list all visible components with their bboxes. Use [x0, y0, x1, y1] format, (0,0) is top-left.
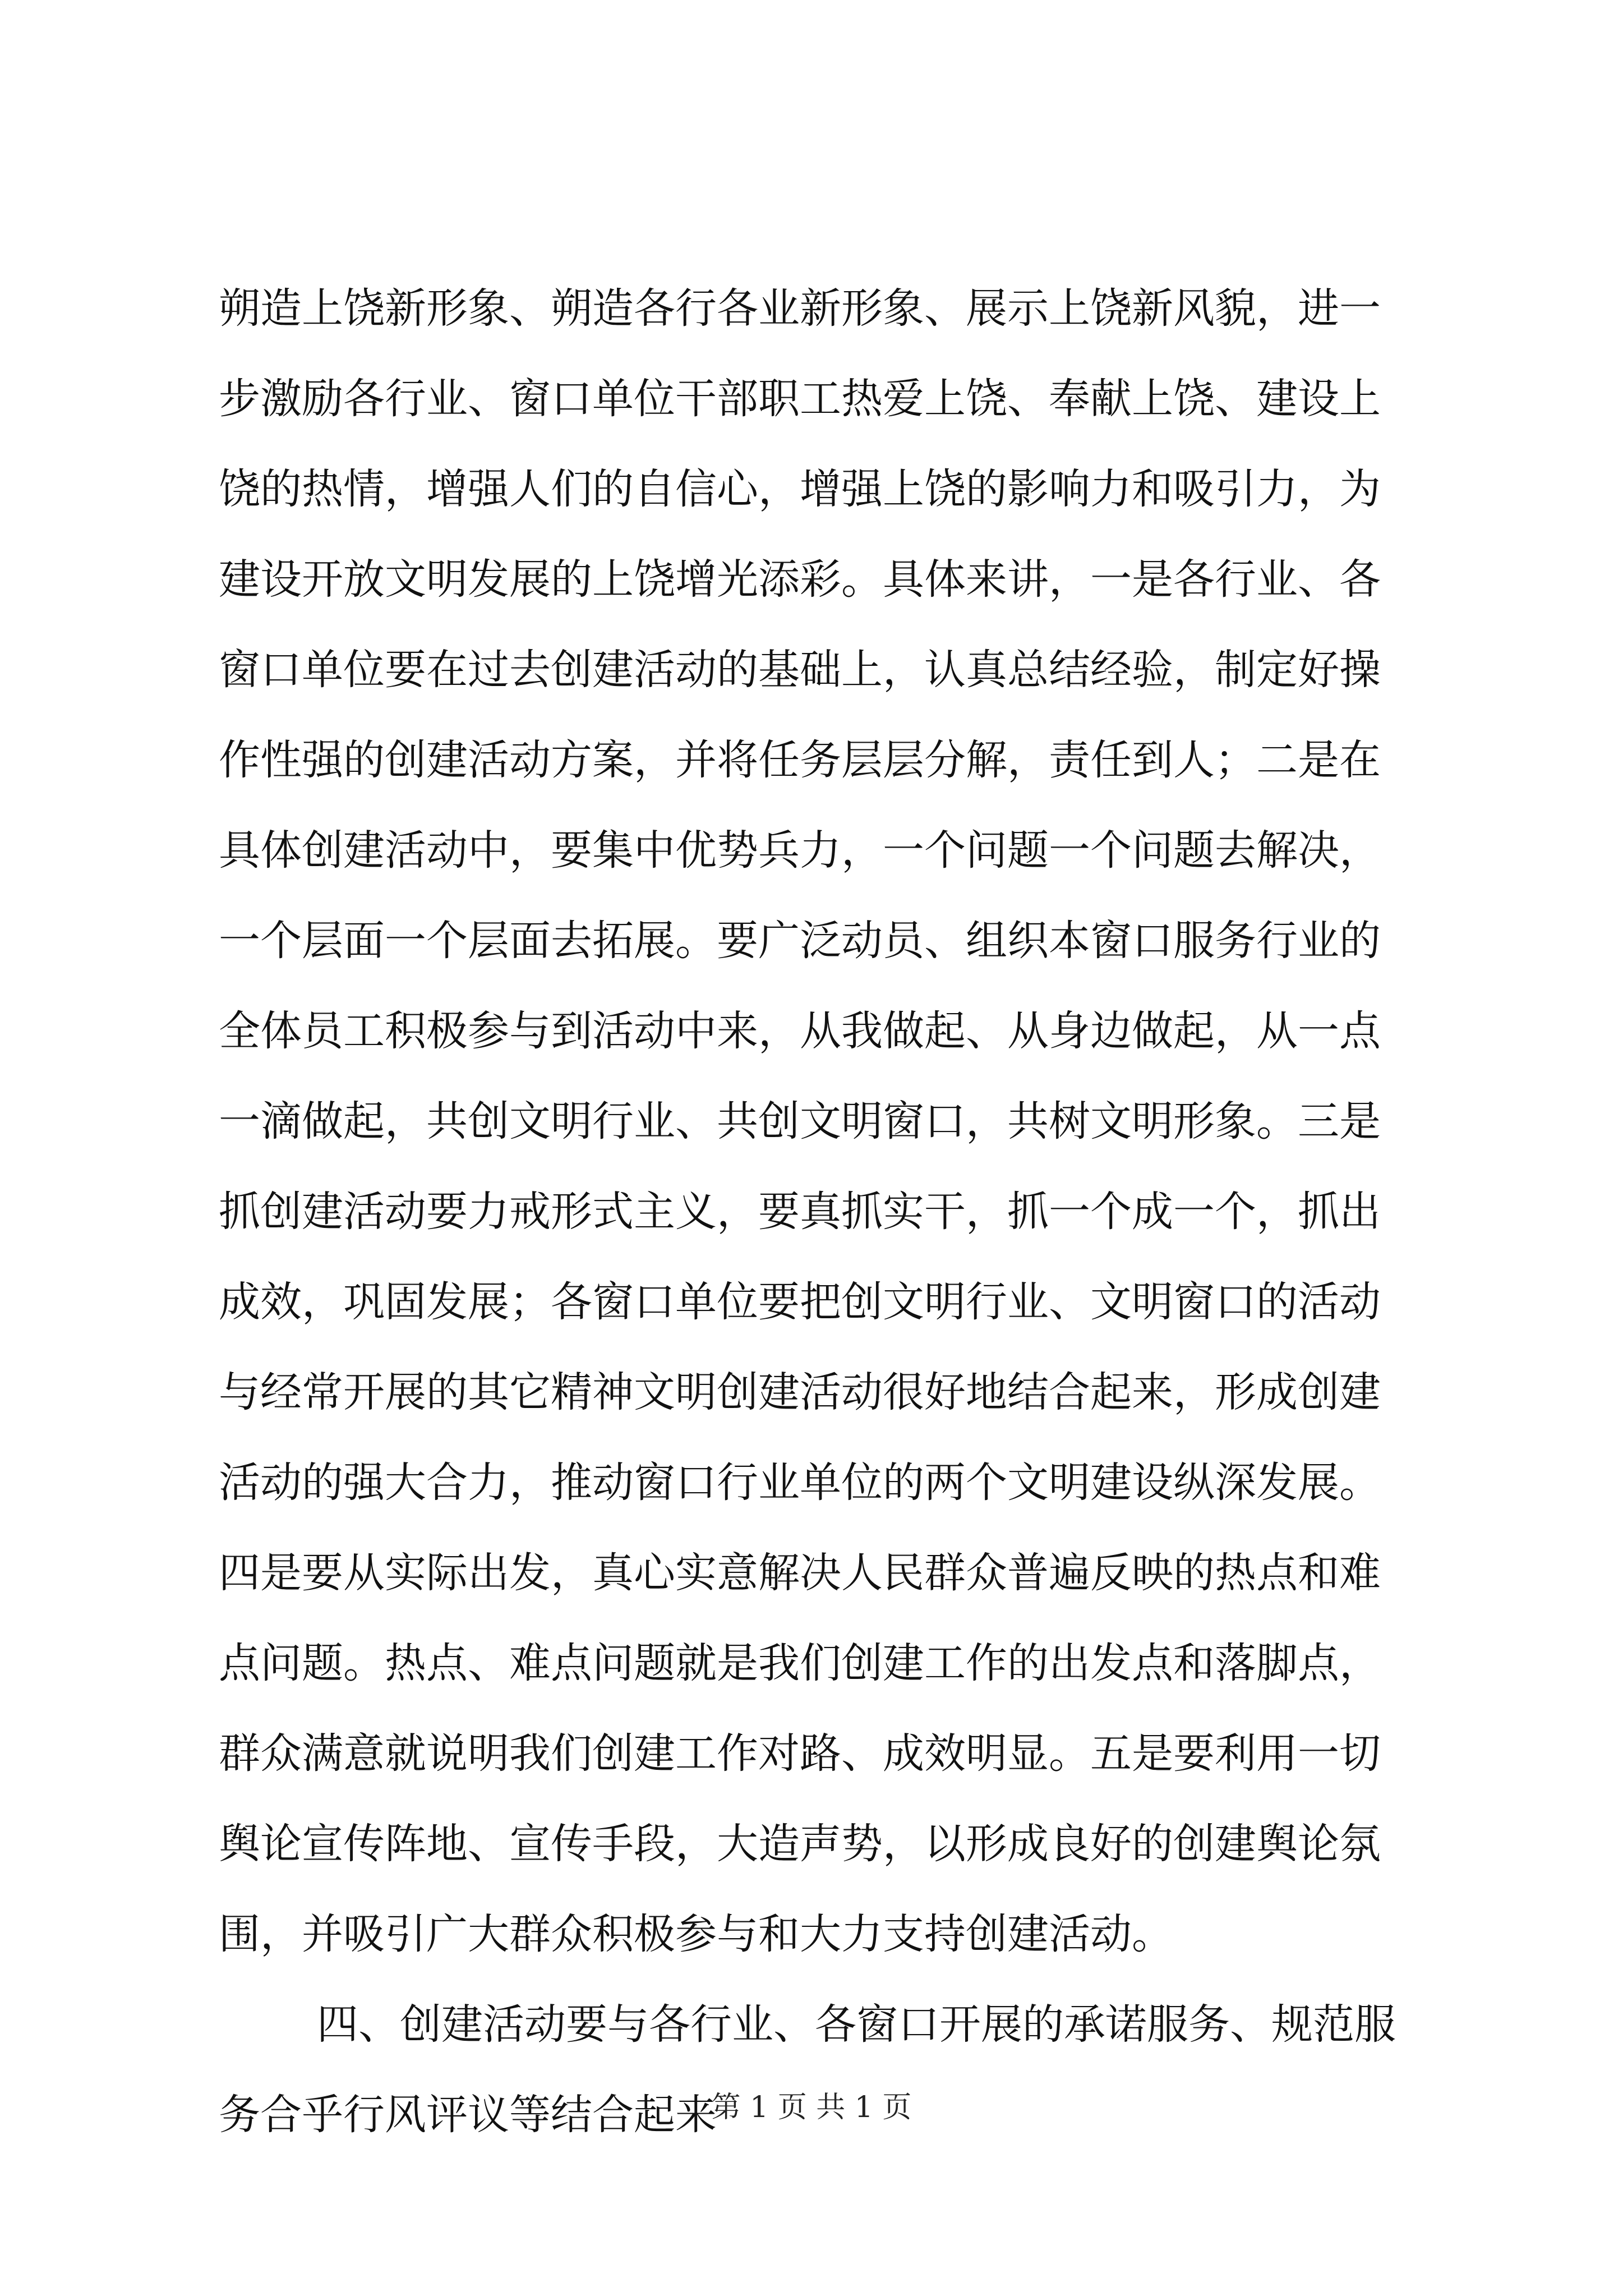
document-body [219, 264, 1424, 2160]
paragraph-line: 步激励各行业、窗口单位干部职工热爱上饶、奉献上饶、建设上 [219, 375, 1381, 423]
page-footer: 第 1 页 共 1 页 [711, 2091, 912, 2124]
section-heading-line: 四、创建活动要与各行业、各窗口开展的承诺服务、规范服 [317, 2000, 1396, 2049]
paragraph-line: 围，并吸引广大群众积极参与和大力支持创建活动。 [219, 1910, 1173, 1958]
paragraph-line: 全体员工积极参与到活动中来，从我做起、从身边做起，从一点 [219, 1007, 1381, 1055]
paragraph-line: 一个层面一个层面去拓展。要广泛动员、组织本窗口服务行业的 [219, 917, 1381, 965]
paragraph-line: 一滴做起，共创文明行业、共创文明窗口，共树文明形象。三是 [219, 1097, 1381, 1145]
paragraph-line: 成效，巩固发展；各窗口单位要把创文明行业、文明窗口的活动 [219, 1278, 1381, 1326]
paragraph-line: 群众满意就说明我们创建工作对路、成效明显。五是要利用一切 [219, 1729, 1381, 1778]
paragraph-line: 朔造上饶新形象、朔造各行各业新形象、展示上饶新风貌，进一 [219, 284, 1381, 333]
paragraph-line: 作性强的创建活动方案，并将任务层层分解，责任到人；二是在 [219, 736, 1381, 784]
paragraph-line: 抓创建活动要力戒形式主义，要真抓实干，抓一个成一个，抓出 [219, 1188, 1381, 1236]
section-heading-line: 务合乎行风评议等结合起来 [219, 2091, 717, 2139]
paragraph-line: 活动的强大合力，推动窗口行业单位的两个文明建设纵深发展。 [219, 1458, 1381, 1507]
paragraph-line: 饶的热情，增强人们的自信心，增强上饶的影响力和吸引力，为 [219, 465, 1381, 513]
paragraph-line: 窗口单位要在过去创建活动的基础上，认真总结经验，制定好操 [219, 646, 1381, 694]
paragraph-line: 四是要从实际出发，真心实意解决人民群众普遍反映的热点和难 [219, 1549, 1381, 1597]
paragraph-line: 点问题。热点、难点问题就是我们创建工作的出发点和落脚点， [219, 1639, 1381, 1687]
paragraph-line: 建设开放文明发展的上饶增光添彩。具体来讲，一是各行业、各 [219, 555, 1381, 604]
paragraph-line: 舆论宣传阵地、宣传手段，大造声势，以形成良好的创建舆论氛 [219, 1820, 1381, 1868]
paragraph-line: 与经常开展的其它精神文明创建活动很好地结合起来，形成创建 [219, 1368, 1381, 1416]
paragraph-line: 具体创建活动中，要集中优势兵力，一个问题一个问题去解决， [219, 826, 1381, 875]
